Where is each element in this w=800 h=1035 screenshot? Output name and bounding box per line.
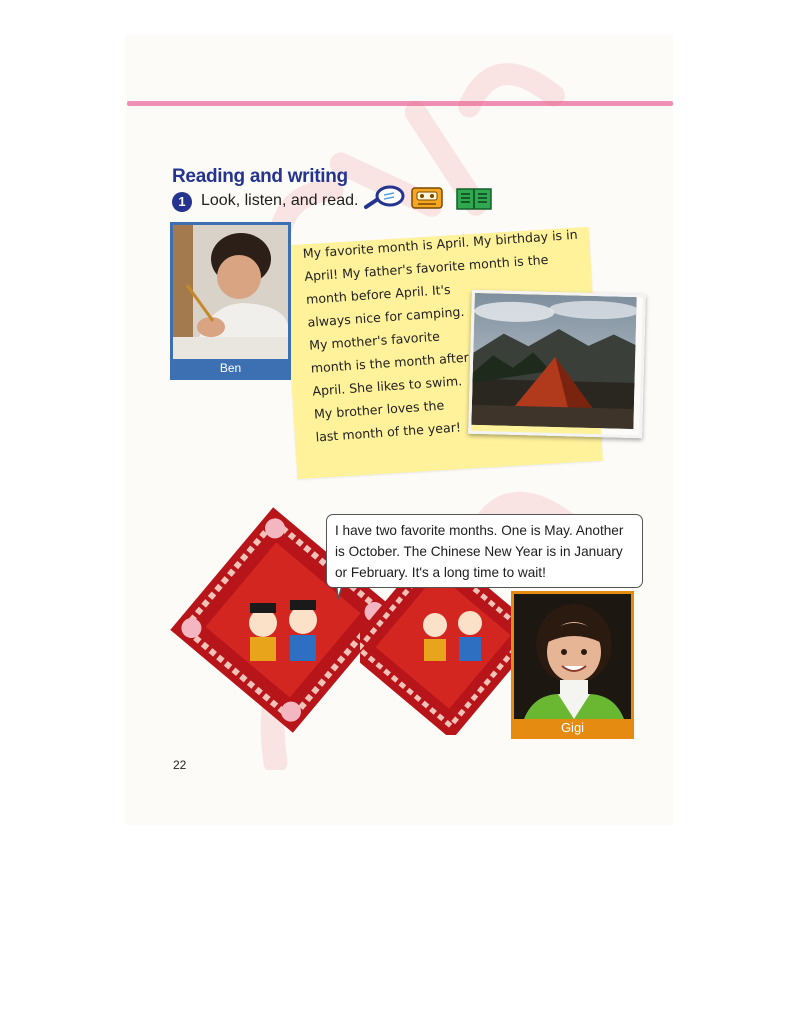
passage-line: always nice for camping. [307, 303, 465, 330]
book-icon [456, 188, 492, 210]
instruction-text: Look, listen, and read. [201, 192, 359, 209]
camping-photo [468, 290, 646, 439]
passage-line: My mother's favorite [308, 328, 441, 353]
boy-writing-illustration [173, 225, 288, 359]
passage-line: month is the month after [310, 349, 470, 376]
passage-line: My brother loves the [313, 397, 445, 422]
gigi-photo [511, 591, 634, 739]
gigi-caption: Gigi [514, 719, 631, 736]
ben-caption: Ben [173, 359, 288, 377]
passage-line: April. She likes to swim. [311, 373, 463, 399]
speech-line: I have two favorite months. One is May. Another [335, 523, 624, 538]
passage-line: last month of the year! [315, 419, 462, 445]
section-title: Reading and writing [172, 166, 348, 187]
ben-photo [170, 222, 291, 380]
passage-line: My favorite month is April. My birthday is in [302, 226, 579, 261]
header-rule [127, 101, 673, 106]
girl-portrait-illustration [514, 594, 631, 719]
tent-mountain-illustration [471, 293, 636, 429]
instruction-number-badge: 1 [172, 192, 192, 212]
passage-line: April! My father's favorite month is the [303, 251, 549, 284]
speech-line: or February. It's a long time to wait! [335, 565, 546, 580]
page-number: 22 [173, 758, 187, 772]
speech-line: is October. The Chinese New Year is in January [335, 544, 623, 559]
magnifier-icon [362, 185, 406, 211]
cassette-icon [411, 186, 443, 210]
gigi-speech-bubble [326, 514, 643, 588]
passage-line: month before April. It's [305, 281, 452, 307]
